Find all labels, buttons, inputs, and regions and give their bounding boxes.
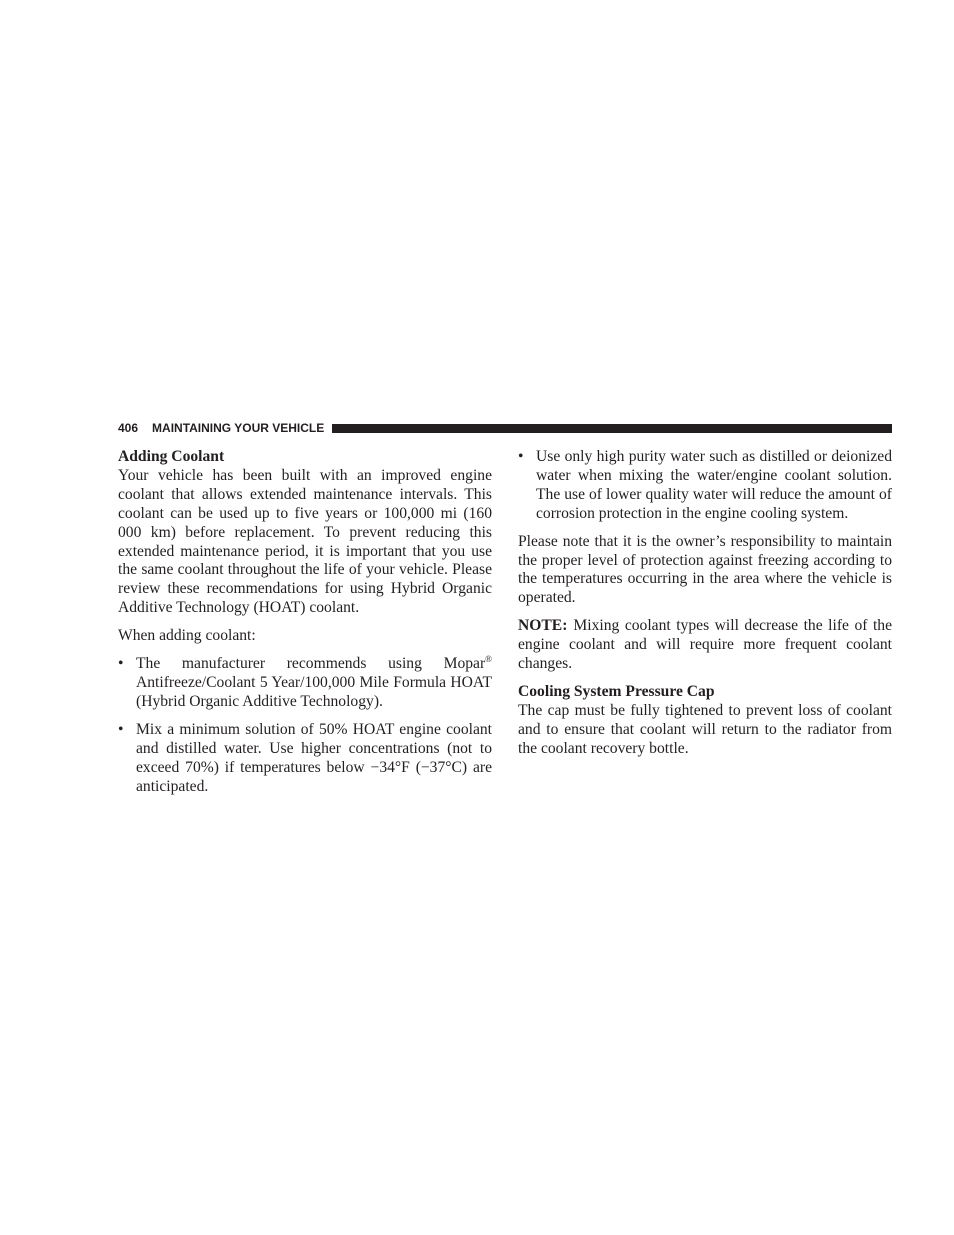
responsibility-paragraph: Please note that it is the owner’s responsibility to maintain the proper level of protection against freezing according to the temperatures occurring in the area where the vehicle is operated. — [518, 532, 892, 607]
bullet-marker: • — [118, 655, 124, 673]
bullet-text-1b: Antifreeze/Coolant 5 Year/100,000 Mile Formula HOAT (Hybrid Organic Additive Technology). — [136, 673, 492, 710]
section-title: MAINTAINING YOUR VEHICLE — [152, 421, 325, 435]
note-label: NOTE: — [518, 617, 568, 635]
bullet-marker: • — [518, 448, 524, 465]
heading-pressure-cap: Cooling System Pressure Cap — [518, 682, 715, 700]
heading-adding-coolant: Adding Coolant — [118, 448, 225, 465]
bullet-text-2: Mix a minimum solution of 50% HOAT engine coolant and distilled water. Use higher concentrations (not to exceed 70%) if temperatures below −34°F (−37°C) are anticipated. — [136, 720, 492, 795]
bullet-text-1a: The manufacturer recommends using Mopar — [136, 655, 486, 673]
bullet-marker: • — [118, 720, 124, 738]
list-item — [118, 721, 492, 797]
pressure-cap-paragraph: The cap must be fully tightened to prevent loss of coolant and to ensure that coolant will return to the radiator from the coolant recovery bottle. — [518, 701, 892, 757]
list-item — [518, 448, 892, 524]
bullet-text-3: Use only high purity water such as distilled or deionized water when mixing the water/engine coolant solution. The use of lower quality water will reduce the amount of corrosion protection in the engine cooling system. — [536, 448, 892, 522]
lead-paragraph: When adding coolant: — [118, 627, 256, 645]
note-paragraph — [518, 617, 892, 674]
header-rule — [332, 424, 892, 433]
list-item — [118, 655, 492, 712]
page-number: 406 — [118, 421, 139, 435]
right-column — [518, 448, 892, 759]
page-header — [118, 419, 892, 437]
intro-paragraph: Your vehicle has been built with an improved engine coolant that allows extended maintenance intervals. This coolant can be used up to five years or 100,000 mi (160 000 km) before replacement. To prevent reducing this extended maintenance period, it is important that you use the same coolant throughout the life of your vehicle. Please review these recommendations for using Hybrid Organic Additive Technology (HOAT) coolant. — [118, 466, 492, 617]
left-column — [118, 448, 492, 796]
note-text: Mixing coolant types will decrease the life of the engine coolant and will require more frequent coolant changes. — [518, 617, 892, 673]
registered-mark: ® — [485, 654, 492, 665]
